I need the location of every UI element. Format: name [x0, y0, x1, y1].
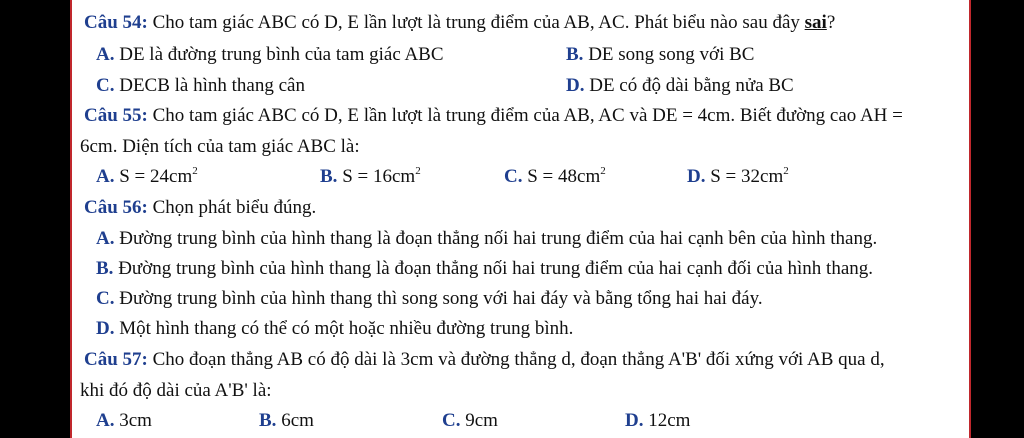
question-56-stem — [84, 197, 316, 219]
question-57-stem-line2 — [80, 380, 272, 402]
q56-option-d[interactable] — [96, 318, 573, 340]
question-57-text1: Cho đoạn thẳng AB có độ dài là 3cm và đường thẳng d, đoạn thẳng A'B' đối xứng với AB qua d, — [147, 349, 885, 370]
q56-option-b-text: Đường trung bình của hình thang là đoạn thẳng nối hai trung điểm của hai cạnh đối của hình thang. — [113, 258, 874, 279]
q55-option-d-exponent: 2 — [783, 165, 789, 177]
q54-option-d[interactable] — [566, 75, 794, 97]
q56-option-c[interactable] — [96, 288, 763, 310]
q57-option-b-text: 6cm — [276, 410, 314, 431]
q57-option-b[interactable] — [259, 410, 314, 432]
q56-option-a-letter: A. — [96, 228, 115, 249]
q54-option-c[interactable] — [96, 75, 305, 97]
question-54-emphasis: sai — [804, 12, 827, 33]
question-55-text1: Cho tam giác ABC có D, E lần lượt là trung điểm của AB, AC và DE = 4cm. Biết đường cao AH = — [147, 105, 903, 126]
q55-option-b-letter: B. — [320, 166, 338, 187]
q55-option-c[interactable] — [504, 166, 606, 188]
question-55-stem-line2 — [80, 136, 360, 158]
q54-option-a[interactable] — [96, 44, 444, 66]
question-55-text2: 6cm. Diện tích của tam giác ABC là: — [80, 136, 360, 157]
q54-option-a-letter: A. — [96, 44, 115, 65]
q55-option-d-letter: D. — [687, 166, 706, 187]
q55-option-c-letter: C. — [504, 166, 523, 187]
q57-option-d-text: 12cm — [643, 410, 691, 431]
q55-option-a[interactable] — [96, 166, 198, 188]
question-57-label: Câu 57: — [84, 349, 148, 370]
q56-option-c-letter: C. — [96, 288, 115, 309]
q55-option-a-letter: A. — [96, 166, 115, 187]
q56-option-d-letter: D. — [96, 318, 115, 339]
q55-option-b[interactable] — [320, 166, 421, 188]
question-54-stem — [84, 12, 835, 34]
question-57-text2: khi đó độ dài của A'B' là: — [80, 380, 272, 401]
question-57-stem-line1 — [84, 349, 885, 371]
q57-option-a-text: 3cm — [114, 410, 152, 431]
q55-option-b-text: S = 16cm — [337, 166, 416, 187]
document-page — [70, 0, 971, 438]
q55-option-a-text: S = 24cm — [114, 166, 193, 187]
q57-option-c-letter: C. — [442, 410, 461, 431]
q55-option-c-exponent: 2 — [600, 165, 606, 177]
q54-option-b-text: DE song song với BC — [583, 44, 755, 65]
q57-option-d-letter: D. — [625, 410, 644, 431]
q56-option-a[interactable] — [96, 228, 877, 250]
question-55-label: Câu 55: — [84, 105, 148, 126]
question-56-label: Câu 56: — [84, 197, 148, 218]
q57-option-d[interactable] — [625, 410, 690, 432]
question-54-end: ? — [826, 12, 836, 33]
q55-option-d-text: S = 32cm — [705, 166, 784, 187]
q54-option-d-letter: D. — [566, 75, 585, 96]
q56-option-b[interactable] — [96, 258, 873, 280]
q57-option-c[interactable] — [442, 410, 498, 432]
q56-option-c-text: Đường trung bình của hình thang thì song song với hai đáy và bằng tổng hai hai đáy. — [114, 288, 763, 309]
question-54-label: Câu 54: — [84, 12, 148, 33]
q57-option-b-letter: B. — [259, 410, 277, 431]
q54-option-a-text: DE là đường trung bình của tam giác ABC — [114, 44, 444, 65]
q57-option-a[interactable] — [96, 410, 152, 432]
q54-option-c-text: DECB là hình thang cân — [114, 75, 305, 96]
q55-option-a-exponent: 2 — [192, 165, 198, 177]
q55-option-b-exponent: 2 — [415, 165, 421, 177]
q54-option-b[interactable] — [566, 44, 754, 66]
q57-option-c-text: 9cm — [460, 410, 498, 431]
q56-option-a-text: Đường trung bình của hình thang là đoạn thẳng nối hai trung điểm của hai cạnh bên của hình thang. — [114, 228, 878, 249]
question-54-text: Cho tam giác ABC có D, E lần lượt là trung điểm của AB, AC. Phát biểu nào sau đây — [147, 12, 805, 33]
question-56-text: Chọn phát biểu đúng. — [147, 197, 317, 218]
q56-option-d-text: Một hình thang có thể có một hoặc nhiều đường trung bình. — [114, 318, 574, 339]
q54-option-b-letter: B. — [566, 44, 584, 65]
q54-option-d-text: DE có độ dài bằng nửa BC — [584, 75, 794, 96]
q55-option-d[interactable] — [687, 166, 789, 188]
q57-option-a-letter: A. — [96, 410, 115, 431]
question-55-stem-line1 — [84, 105, 903, 127]
q56-option-b-letter: B. — [96, 258, 114, 279]
q55-option-c-text: S = 48cm — [522, 166, 601, 187]
q54-option-c-letter: C. — [96, 75, 115, 96]
